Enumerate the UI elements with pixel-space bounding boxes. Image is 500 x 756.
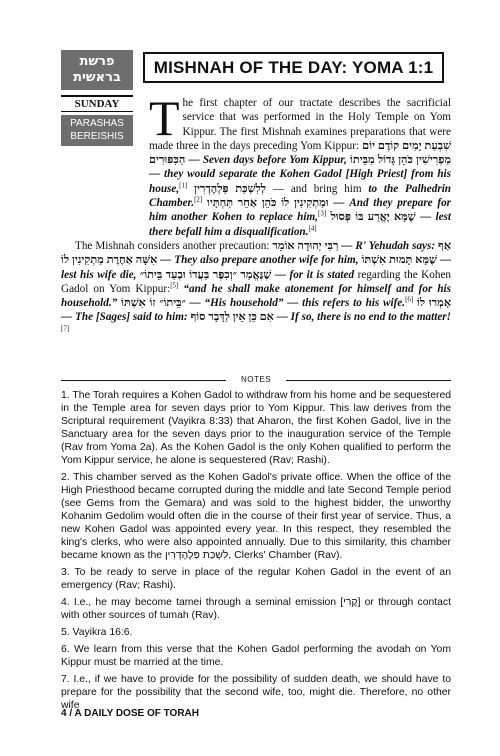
note-7: 7. I.e., if we have to provide for the possibility of sudden death, we should have to prepare for the possibility that the second wife, too, might die. Therefore, no other wife xyxy=(61,674,451,711)
translation: — lest there befall him a disqualification. xyxy=(149,211,451,238)
hebrew-phrase: לְלִשְׁכַּת פַּלְהֶדְרִין xyxy=(194,182,267,195)
notes-divider xyxy=(61,374,451,386)
footnote-ref[interactable]: [5] xyxy=(170,281,179,290)
parasha-hebrew-tab xyxy=(61,50,133,90)
footnote-ref[interactable]: [1] xyxy=(179,181,188,190)
divider-line xyxy=(61,380,226,381)
translation: — they would separate the Kohen Gadol [High Priest] from his house, xyxy=(149,168,451,195)
parasha-english-line1: PARASHAS xyxy=(70,118,124,129)
note-3: 3. To be ready to serve in place of the regular Kohen Gadol in the event of an emergency (Rav; Rashi). xyxy=(61,567,451,591)
hebrew-phrase: שֶׁנֶּאֱמַר ״וְכִפֶּר בַּעֲדוֹ וּבְעַד בֵּיתוֹ״ xyxy=(140,268,272,281)
note-6: 6. We learn from this verse that the Kohen Gadol performing the avodah on Yom Kippur must be married at the time. xyxy=(61,644,451,668)
footnote-ref[interactable]: [6] xyxy=(405,295,414,304)
hebrew-phrase: מַפְרִישִׁין כֹּהֵן גָּדוֹל מִבֵּיתוֹ xyxy=(350,154,451,167)
parasha-hebrew-line1: פרשת xyxy=(79,54,115,69)
intro-paragraph xyxy=(149,90,452,239)
note-5: 5. Vayikra 16:6. xyxy=(61,627,133,638)
translation: to the Palhedrin Chamber. xyxy=(149,182,452,210)
plain-text: regarding the Kohen Gadol on Yom Kippur: xyxy=(61,268,452,295)
divider-line xyxy=(286,380,451,381)
note-1: 1. The Torah requires a Kohen Gadol to withdraw from his home and be sequestered in the Temple area for seven days prior to Yom Kippur. This law derives from the Scriptural requirement (Vayikra 8:33) that Aharon, the first Kohen Gadol, live in the Sanctuary area for the seven days prior to the inauguration service of the Temple (Rav from Yoma 2a). As the Kohen Gadol is the only Kohen qualified to perform the Yom Kippur service, he alone is sequestered (Rav; Rashi). xyxy=(61,390,451,466)
translation: — “His household” — this refers to his wife. xyxy=(185,297,406,310)
footnote-ref[interactable]: [2] xyxy=(194,195,203,204)
hebrew-phrase: ״בֵּיתוֹ״ זוֹ אִשְׁתּוֹ xyxy=(121,297,186,310)
day-label: SUNDAY xyxy=(61,95,133,112)
hebrew-phrase: וּמַתְקִינִין לוֹ כֹּהֵן אַחֵר תַּחְתָּיו xyxy=(206,197,329,210)
notes-label: NOTES xyxy=(240,375,272,384)
intro-sentence: he first chapter of our tractate describes the sacrificial service that was performed in the Holy Temple on Yom Kippur. The first Mishnah examines preparations that were made three in the days preceding Yom Kippur: xyxy=(149,97,451,152)
parasha-english-line2: BEREISHIS xyxy=(70,131,124,142)
translation: — for it is stated xyxy=(271,268,355,281)
hebrew-phrase: שֶׁמָּא תָּמוּת אִשְׁתּוֹ xyxy=(361,254,437,267)
translation: — And they prepare for him another Kohen to replace him, xyxy=(149,197,452,224)
note-4: 4. I.e., he may become tamei through a seminal emission [קֶרִי] or through contact with other sources of tumah (Rav). xyxy=(61,597,451,621)
plain-text: — and bring him xyxy=(266,182,369,195)
translation: — lest his wife die, xyxy=(61,254,452,281)
translation: — R' Yehudah says: xyxy=(338,239,436,252)
page-footer: 4 / A DAILY DOSE OF TORAH xyxy=(61,708,199,719)
drop-cap: T xyxy=(149,90,180,146)
mishnah-text xyxy=(61,90,452,339)
translation: “and he shall make atonement for himself and for his household.” xyxy=(61,282,451,310)
hebrew-phrase: שִׁבְעַת יָמִים קוֹדֶם יוֹם הַכִּפּוּרִים xyxy=(149,139,452,167)
hebrew-phrase: רַבִּי יְהוּדָה אוֹמֵר xyxy=(272,239,339,252)
hebrew-phrase: אָמְרוּ לוֹ xyxy=(416,297,451,310)
footnote-ref[interactable]: [3] xyxy=(317,209,327,218)
hebrew-phrase: אַף אִשָּׁה אַחֶרֶת מַתְקִינִין לוֹ xyxy=(61,239,452,267)
hebrew-phrase: אִם כֵּן אֵין לַדָּבָר סוֹף xyxy=(190,311,274,324)
second-paragraph xyxy=(61,239,451,339)
note-2: 2. This chamber served as the Kohen Gadol's private office. When the office of the High Priesthood became corrupted during the middle and late Second Temple period (see Gems from the Gemara) and was sold to the highest bidder, the unworthy Kohanim Gedolim would often die in the course of their first year of service. Thus, a new Kohen Gadol was appointed every year. In this respect, they resembled the king's clerks, who were also appointed annually. Due to this similarity, this chamber became known as the לִשְׁכַּת פַּלְהֶדְרִין, Clerks' Chamber (Rav). xyxy=(61,472,451,561)
footnote-ref[interactable]: [7] xyxy=(61,324,70,333)
hebrew-phrase: שֶׁמָּא יֶאֱרַע בּוֹ פְּסוּל xyxy=(330,211,416,224)
translation: — Seven days before Yom Kippur, xyxy=(185,154,347,167)
translation: — The [Sages] said to him: xyxy=(61,311,188,324)
translation: — If so, there is no end to the matter! xyxy=(273,311,452,324)
translation: — They also prepare another wife for him, xyxy=(157,254,359,267)
parasha-hebrew-line2: בראשית xyxy=(73,70,121,85)
page-title: MISHNAH OF THE DAY: YOMA 1:1 xyxy=(143,52,444,83)
footnote-ref[interactable]: [4] xyxy=(308,223,317,232)
plain-text: The Mishnah considers another precaution: xyxy=(75,239,270,252)
notes-section xyxy=(61,389,451,716)
